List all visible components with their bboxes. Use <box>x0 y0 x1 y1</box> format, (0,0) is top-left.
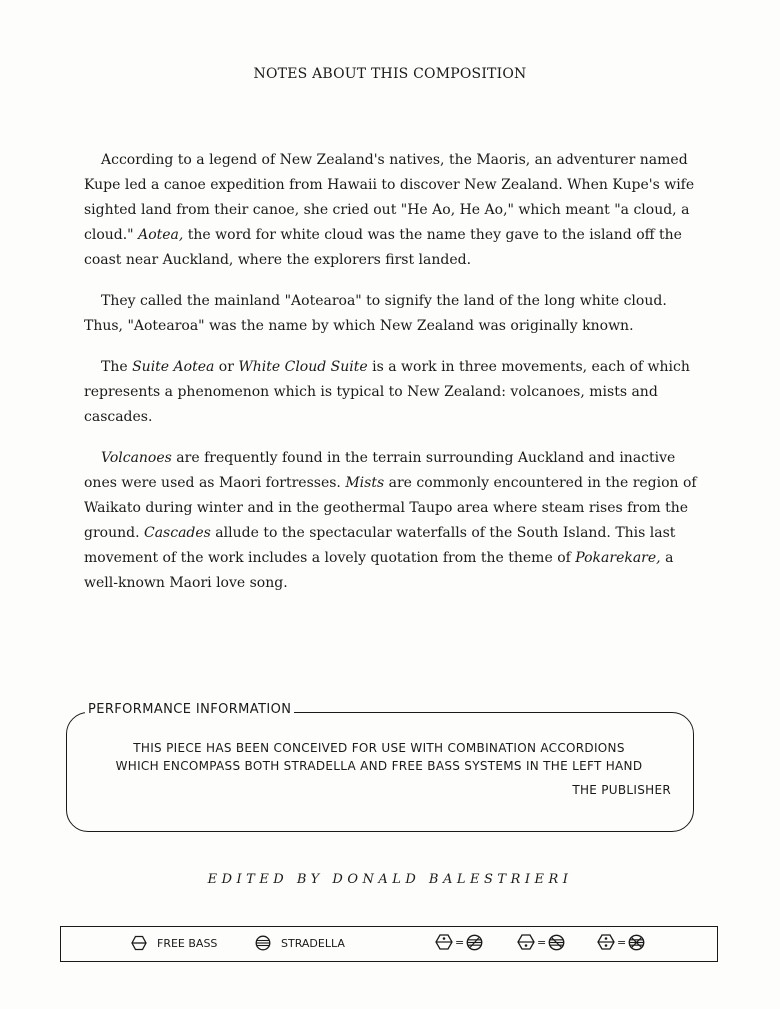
combo-register-1: = <box>435 933 483 951</box>
edited-by: EDITED BY DONALD BALESTRIERI <box>207 872 573 887</box>
notes-body <box>84 148 706 612</box>
free-bass-label: FREE BASS <box>157 936 218 950</box>
stradella-register-icon <box>466 934 483 951</box>
legend-free-bass <box>131 935 217 951</box>
combo-register-3: = <box>597 933 645 951</box>
page-title: NOTES ABOUT THIS COMPOSITION <box>253 66 527 82</box>
free-bass-register-icon <box>435 933 453 951</box>
stradella-register-icon <box>548 934 565 951</box>
stradella-label: STRADELLA <box>281 936 345 950</box>
free-bass-register-icon <box>597 933 615 951</box>
publisher-signature: THE PUBLISHER <box>572 783 671 797</box>
stradella-register-icon <box>628 934 645 951</box>
legend-stradella <box>255 935 345 951</box>
paragraph-3: The Suite Aotea or White Cloud Suite is a work in three movements, each of which represents a phenomenon which is typical to New Zealand: volcanoes, mists and cascades. <box>84 359 690 425</box>
performance-info-box <box>66 702 694 832</box>
free-bass-register-icon <box>131 935 147 951</box>
performance-heading: PERFORMANCE INFORMATION <box>85 702 294 717</box>
performance-line-2: WHICH ENCOMPASS BOTH STRADELLA AND FREE BASS SYSTEMS IN THE LEFT HAND <box>115 759 643 773</box>
performance-line-1: THIS PIECE HAS BEEN CONCEIVED FOR USE WITH COMBINATION ACCORDIONS <box>133 741 625 755</box>
paragraph-4: Volcanoes are frequently found in the terrain surrounding Auckland and inactive ones were used as Maori fortresses. Mists are commonly encountered in the region of Waikato during winter and in the geothermal Taupo area where steam rises from the ground. Cascades allude to the spectacular waterfalls of the South Island. This last movement of the work includes a lovely quotation from the theme of Pokarekare, a well-known Maori love song. <box>84 450 697 591</box>
register-legend <box>60 926 718 962</box>
stradella-register-icon <box>255 935 271 951</box>
paragraph-1: According to a legend of New Zealand's natives, the Maoris, an adventurer named Kupe led a canoe expedition from Hawaii to discover New Zealand. When Kupe's wife sighted land from their canoe, she cried out "He Ao, He Ao," which meant "a cloud, a cloud." Aotea, the word for white cloud was the name they gave to the island off the coast near Auckland, where the explorers first landed. <box>84 152 695 268</box>
paragraph-2: They called the mainland "Aotearoa" to signify the land of the long white cloud. Thus, "Aotearoa" was the name by which New Zealand was originally known. <box>84 293 667 334</box>
combo-register-2: = <box>517 933 565 951</box>
free-bass-register-icon <box>517 933 535 951</box>
